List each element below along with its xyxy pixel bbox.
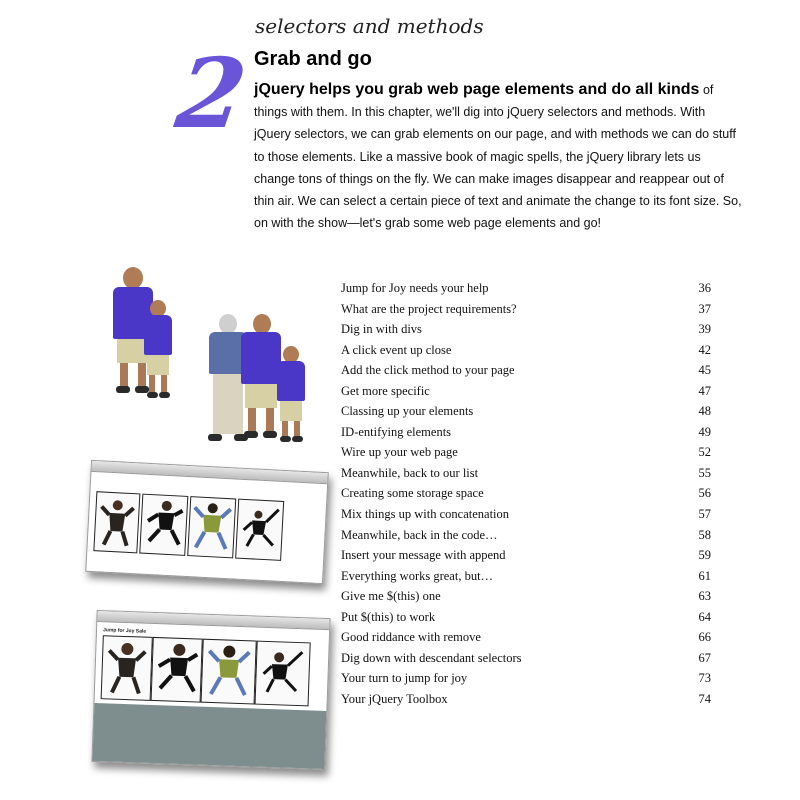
toc-entry-title: Dig down with descendant selectors — [341, 650, 522, 665]
toc-entry-title: Mix things up with concatenation — [341, 507, 510, 522]
toc-entry-title: Meanwhile, back to our list — [341, 465, 479, 480]
toc-entry-page: 59 — [698, 548, 711, 563]
toc-entry — [341, 689, 711, 710]
toc-entry-page: 36 — [698, 281, 711, 295]
photo-frame — [201, 639, 257, 705]
toc-entry-page: 58 — [698, 527, 711, 542]
chapter-number: 2 — [170, 37, 253, 150]
toc-entry-page: 56 — [698, 486, 711, 501]
toc-entry-page: 64 — [698, 609, 711, 624]
photo-frame — [139, 494, 188, 556]
toc-entry-title: Everything works great, but… — [341, 568, 494, 583]
toc-entry-page: 39 — [698, 322, 711, 337]
toc-entry-title: Good riddance with remove — [341, 630, 481, 645]
photo-frame — [255, 641, 311, 707]
toc-entry-title: Your turn to jump for joy — [341, 671, 468, 686]
toc-entry-title: Your jQuery Toolbox — [341, 691, 448, 706]
chapter-title: Grab and go — [254, 48, 372, 70]
toc-entry-title: Meanwhile, back in the code… — [341, 527, 498, 542]
toc-entry — [341, 381, 711, 402]
toc-entry — [341, 586, 711, 607]
jumper-image — [152, 638, 202, 702]
toc-entry-title: Add the click method to your page — [341, 363, 515, 378]
photo-frame — [93, 491, 140, 553]
toc-entry-title: Give me $(this) one — [341, 589, 441, 604]
toc-entry-title: Insert your message with append — [341, 548, 506, 563]
jumper-image — [256, 642, 310, 706]
intro-body: of things with them. In this chapter, we'll dig into jQuery selectors and methods. With jQuery selectors, we can grab elements on our page, and with methods we can do stuff to those elements. Like a massive book of magic spells, the jQuery library lets us change tons of things on the fly. We can make images disappear and reappear out of thin air. We can select a certain piece of text and animate the change to its font size. So, on with the show—let's grab some web page elements and go! — [254, 83, 742, 231]
toc-entry — [341, 401, 711, 422]
toc-entry — [341, 340, 711, 361]
toc-entry-page: 37 — [698, 301, 711, 316]
jumper-image — [188, 497, 235, 557]
toc-entry-page: 42 — [698, 342, 711, 357]
toc-entry-title: Creating some storage space — [341, 486, 484, 501]
mockup-page-heading: Jump for Joy Sale — [102, 627, 147, 635]
table-of-contents — [341, 278, 711, 709]
toc-entry-page: 49 — [698, 424, 711, 439]
toc-entry-title: ID-entifying elements — [341, 424, 452, 439]
toc-entry-title: What are the project requirements? — [341, 301, 517, 316]
toc-entry — [341, 360, 711, 381]
toc-entry-title: Classing up your elements — [341, 404, 474, 419]
toc-entry-page: 63 — [698, 589, 711, 604]
toc-entry-page: 73 — [698, 671, 711, 686]
photo-frame — [151, 637, 203, 703]
toc-entry-page: 61 — [698, 568, 711, 583]
jumper-image — [236, 500, 283, 560]
photo-frame — [235, 499, 284, 561]
toc-entry-page: 48 — [698, 404, 711, 419]
toc-entry — [341, 422, 711, 443]
toc-entry — [341, 566, 711, 587]
toc-entry — [341, 648, 711, 669]
toc-entry-title: Dig in with divs — [341, 322, 422, 337]
toc-entry — [341, 278, 711, 299]
toc-entry-page: 52 — [698, 445, 711, 460]
intro-lead: jQuery helps you grab web page elements and do all kinds — [254, 81, 700, 98]
browser-mockup-1 — [85, 460, 329, 584]
toc-entry-title: Jump for Joy needs your help — [341, 281, 489, 295]
toc-entry — [341, 299, 711, 320]
toc-entry — [341, 463, 711, 484]
toc-entry — [341, 668, 711, 689]
chapter-intro — [254, 79, 744, 234]
toc-entry — [341, 607, 711, 628]
toc-entry-title: A click event up close — [341, 342, 452, 357]
toc-entry — [341, 319, 711, 340]
jumper-image — [94, 492, 139, 552]
photo-frame — [187, 496, 236, 558]
page-footer-band — [92, 703, 326, 769]
toc-entry — [341, 442, 711, 463]
toc-entry-page: 66 — [698, 630, 711, 645]
toc-entry-page: 45 — [698, 363, 711, 378]
browser-toolbar — [91, 461, 327, 484]
jumper-image — [202, 640, 256, 704]
people-illustration — [95, 262, 335, 457]
chapter-label: selectors and methods — [255, 14, 484, 38]
toc-entry-page: 57 — [698, 507, 711, 522]
toc-entry — [341, 525, 711, 546]
browser-mockup-2 — [91, 610, 330, 770]
jumper-image — [102, 636, 152, 700]
toc-entry-page: 55 — [698, 465, 711, 480]
toc-entry-title: Get more specific — [341, 383, 430, 398]
toc-entry — [341, 504, 711, 525]
jumper-image — [140, 495, 187, 555]
toc-entry — [341, 545, 711, 566]
toc-entry-title: Put $(this) to work — [341, 609, 436, 624]
toc-entry-page: 47 — [698, 383, 711, 398]
toc-entry-title: Wire up your web page — [341, 445, 458, 460]
toc-entry — [341, 483, 711, 504]
toc-entry — [341, 627, 711, 648]
toc-entry-page: 67 — [698, 650, 711, 665]
toc-entry-page: 74 — [698, 691, 711, 706]
photo-frame — [101, 635, 153, 701]
